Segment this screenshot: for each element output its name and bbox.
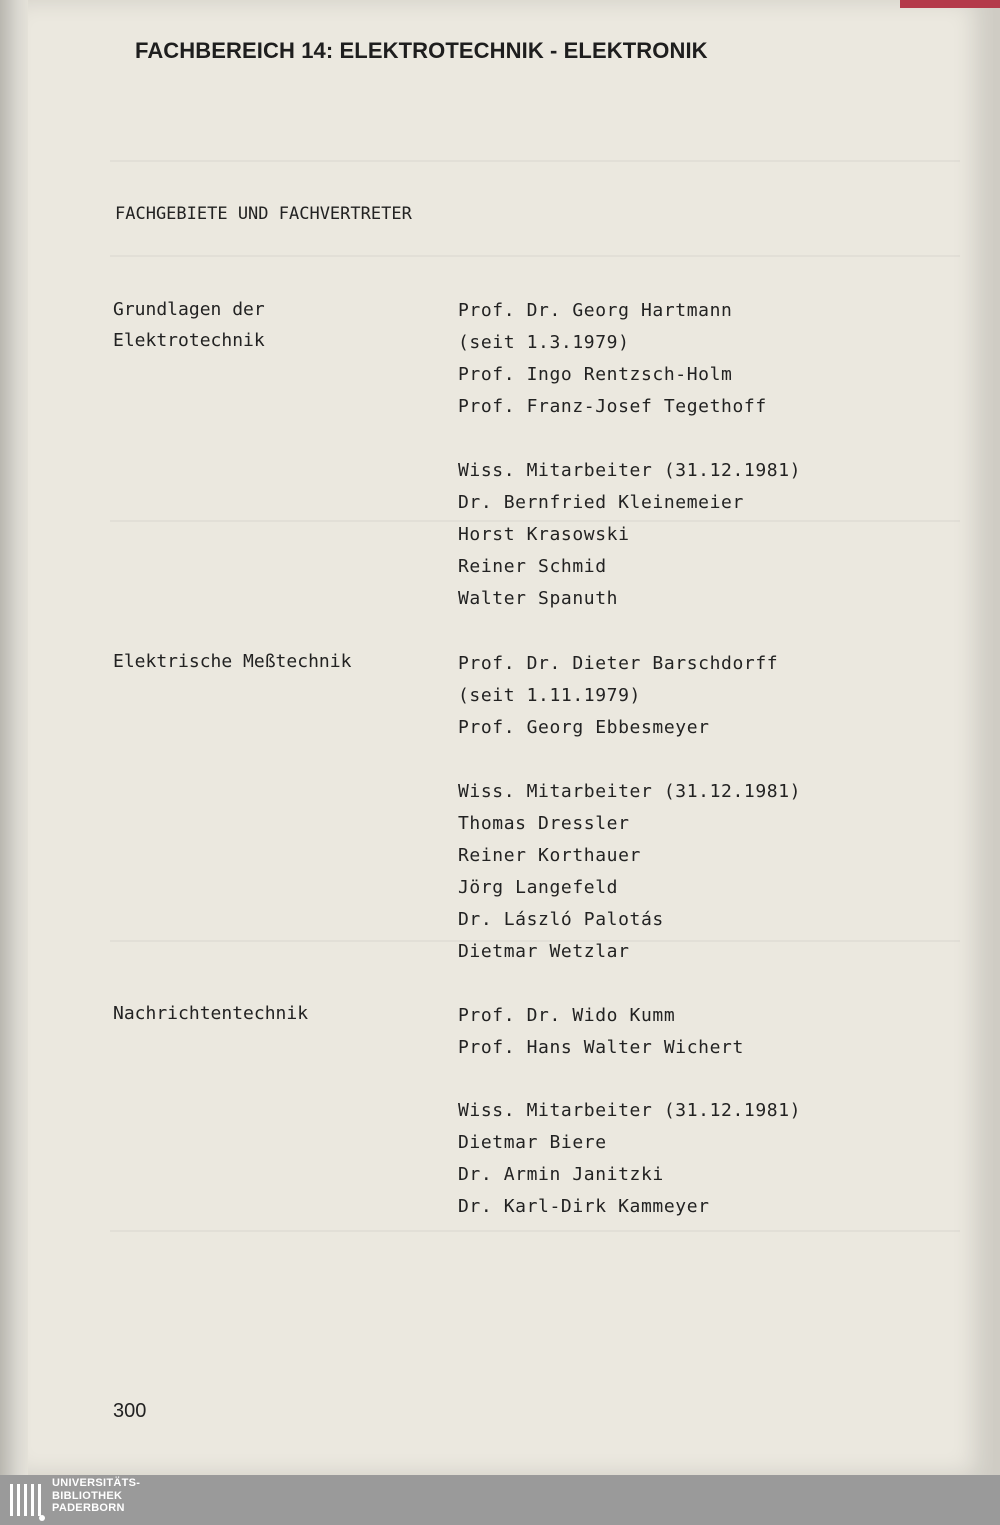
show-through (110, 1230, 960, 1232)
staff-entry: (seit 1.11.1979) (458, 685, 641, 706)
library-name-line: UNIVERSITÄTS- (52, 1477, 141, 1489)
library-footer-bar (0, 1475, 1000, 1525)
staff-entry: Prof. Dr. Georg Hartmann (458, 300, 733, 321)
page-number: 300 (113, 1400, 147, 1422)
staff-entry: Dietmar Biere (458, 1132, 607, 1153)
category-label: Grundlagen der (113, 299, 265, 320)
staff-entry: Prof. Dr. Dieter Barschdorff (458, 653, 779, 674)
staff-entry: Dr. Bernfried Kleinemeier (458, 492, 744, 513)
staff-entry: Jörg Langefeld (458, 877, 619, 898)
staff-entry: Prof. Hans Walter Wichert (458, 1037, 744, 1058)
show-through (110, 255, 960, 257)
staff-entry: Prof. Dr. Wido Kumm (458, 1005, 676, 1026)
staff-entry: Dr. László Palotás (458, 909, 664, 930)
staff-entry: Wiss. Mitarbeiter (31.12.1981) (458, 1100, 802, 1121)
staff-entry: Thomas Dressler (458, 813, 630, 834)
library-name-line: PADERBORN (52, 1502, 125, 1514)
show-through (110, 520, 960, 522)
staff-entry: Walter Spanuth (458, 588, 619, 609)
category-label: Nachrichtentechnik (113, 1003, 309, 1024)
library-name-line: BIBLIOTHEK (52, 1489, 123, 1502)
library-logo-icon (8, 1478, 46, 1522)
staff-entry: Dr. Karl-Dirk Kammeyer (458, 1196, 710, 1217)
staff-entry: Prof. Georg Ebbesmeyer (458, 717, 710, 738)
book-cover-strip (900, 0, 1000, 8)
staff-entry: Dr. Armin Janitzki (458, 1164, 664, 1185)
section-subheading: FACHGEBIETE UND FACHVERTRETER (115, 204, 412, 224)
page-heading: FACHBEREICH 14: ELEKTROTECHNIK - ELEKTRONIK (135, 38, 708, 63)
staff-entry: Wiss. Mitarbeiter (31.12.1981) (458, 460, 802, 481)
staff-entry: Prof. Ingo Rentzsch-Holm (458, 364, 733, 385)
staff-entry: Reiner Korthauer (458, 845, 641, 866)
staff-entry: Horst Krasowski (458, 524, 630, 545)
staff-entry: Prof. Franz-Josef Tegethoff (458, 396, 767, 417)
category-label: Elektrische Meßtechnik (113, 651, 352, 672)
show-through (110, 160, 960, 162)
staff-entry: (seit 1.3.1979) (458, 332, 630, 353)
library-name (52, 1477, 140, 1515)
staff-entry: Wiss. Mitarbeiter (31.12.1981) (458, 781, 802, 802)
category-label: Elektrotechnik (113, 330, 265, 351)
staff-entry: Dietmar Wetzlar (458, 941, 630, 962)
staff-entry: Reiner Schmid (458, 556, 607, 577)
book-edge (0, 0, 30, 1475)
